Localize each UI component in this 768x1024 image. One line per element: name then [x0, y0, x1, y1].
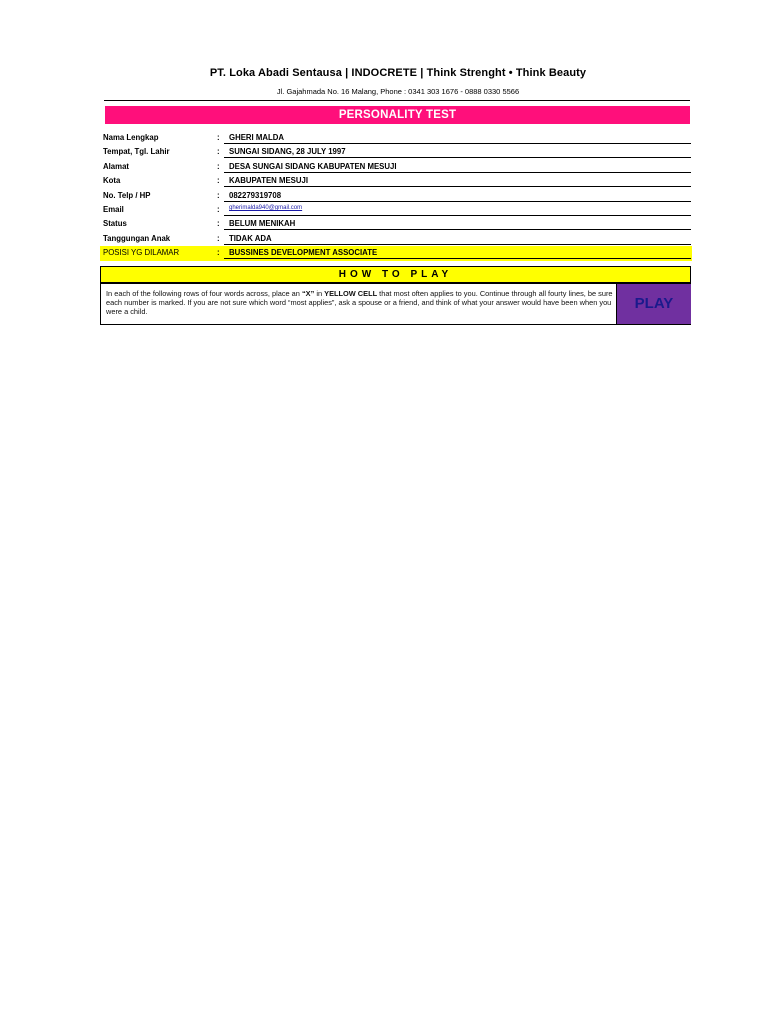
instructions-part: in — [314, 289, 325, 298]
field-label: Email — [103, 204, 124, 214]
field-label: Status — [103, 219, 127, 229]
form-row-tempat-tgl-lahir — [100, 145, 692, 159]
company-address: Jl. Gajahmada No. 16 Malang, Phone : 0341 303 1676 - 0888 0330 5566 — [276, 87, 520, 96]
posisi-field[interactable]: BUSSINES DEVELOPMENT ASSOCIATE — [224, 246, 691, 259]
form-row-tanggungan-anak — [100, 232, 692, 246]
field-label: Tanggungan Anak — [103, 233, 171, 243]
alamat-field[interactable]: DESA SUNGAI SIDANG KABUPATEN MESUJI — [224, 160, 691, 173]
tanggungan-anak-field[interactable]: TIDAK ADA — [224, 232, 691, 245]
form-row-kota — [100, 174, 692, 188]
yellow-cell-text: YELLOW CELL — [324, 289, 378, 298]
telp-field[interactable]: 082279319708 — [224, 189, 691, 202]
status-field[interactable]: BELUM MENIKAH — [224, 217, 691, 230]
field-colon: : — [217, 190, 220, 200]
field-label: No. Telp / HP — [103, 190, 151, 200]
field-colon: : — [217, 176, 220, 186]
email-link[interactable]: gherimalda940@gmail.com — [229, 204, 303, 211]
form-row-telp — [100, 189, 692, 203]
field-colon: : — [217, 161, 220, 171]
field-colon: : — [217, 204, 220, 214]
field-colon: : — [217, 147, 220, 157]
page-title: PERSONALITY TEST — [105, 106, 690, 124]
field-colon: : — [217, 233, 220, 243]
field-colon: : — [217, 133, 220, 142]
how-to-play-heading: HOW TO PLAY — [100, 266, 691, 283]
field-label: Alamat — [103, 161, 129, 171]
x-mark-text: “X” — [301, 289, 315, 298]
tempat-tgl-lahir-field[interactable]: SUNGAI SIDANG, 28 JULY 1997 — [224, 145, 691, 158]
instructions-part: that most often applies to you. Continue through all fourty lines, be sure each number is marked. If you are not sure which word “most applies”, ask a spouse or a friend, and think of what your answer would have been when you were a child. — [106, 289, 613, 316]
nama-lengkap-field[interactable]: GHERI MALDA — [224, 131, 691, 144]
form-row-status — [100, 217, 692, 231]
form-row-posisi — [100, 246, 692, 260]
instructions-part: In each of the following rows of four words across, place an — [106, 289, 302, 298]
header-divider — [104, 100, 690, 101]
field-label: Tempat, Tgl. Lahir — [103, 147, 170, 157]
field-label: Kota — [103, 176, 121, 186]
field-label: Nama Lengkap — [103, 133, 159, 142]
applicant-form — [100, 131, 692, 261]
instructions-text — [106, 289, 616, 316]
form-row-nama-lengkap — [100, 131, 692, 145]
form-row-alamat — [100, 160, 692, 174]
email-field — [224, 203, 691, 216]
how-to-play-box — [100, 283, 691, 325]
field-colon: : — [217, 248, 220, 258]
form-row-email — [100, 203, 692, 217]
field-colon: : — [217, 219, 220, 229]
field-label: POSISI YG DILAMAR — [103, 248, 180, 258]
kota-field[interactable]: KABUPATEN MESUJI — [224, 174, 691, 187]
play-button[interactable]: PLAY — [616, 284, 691, 324]
company-header: PT. Loka Abadi Sentausa | INDOCRETE | Think Strenght • Think Beauty — [209, 67, 587, 79]
